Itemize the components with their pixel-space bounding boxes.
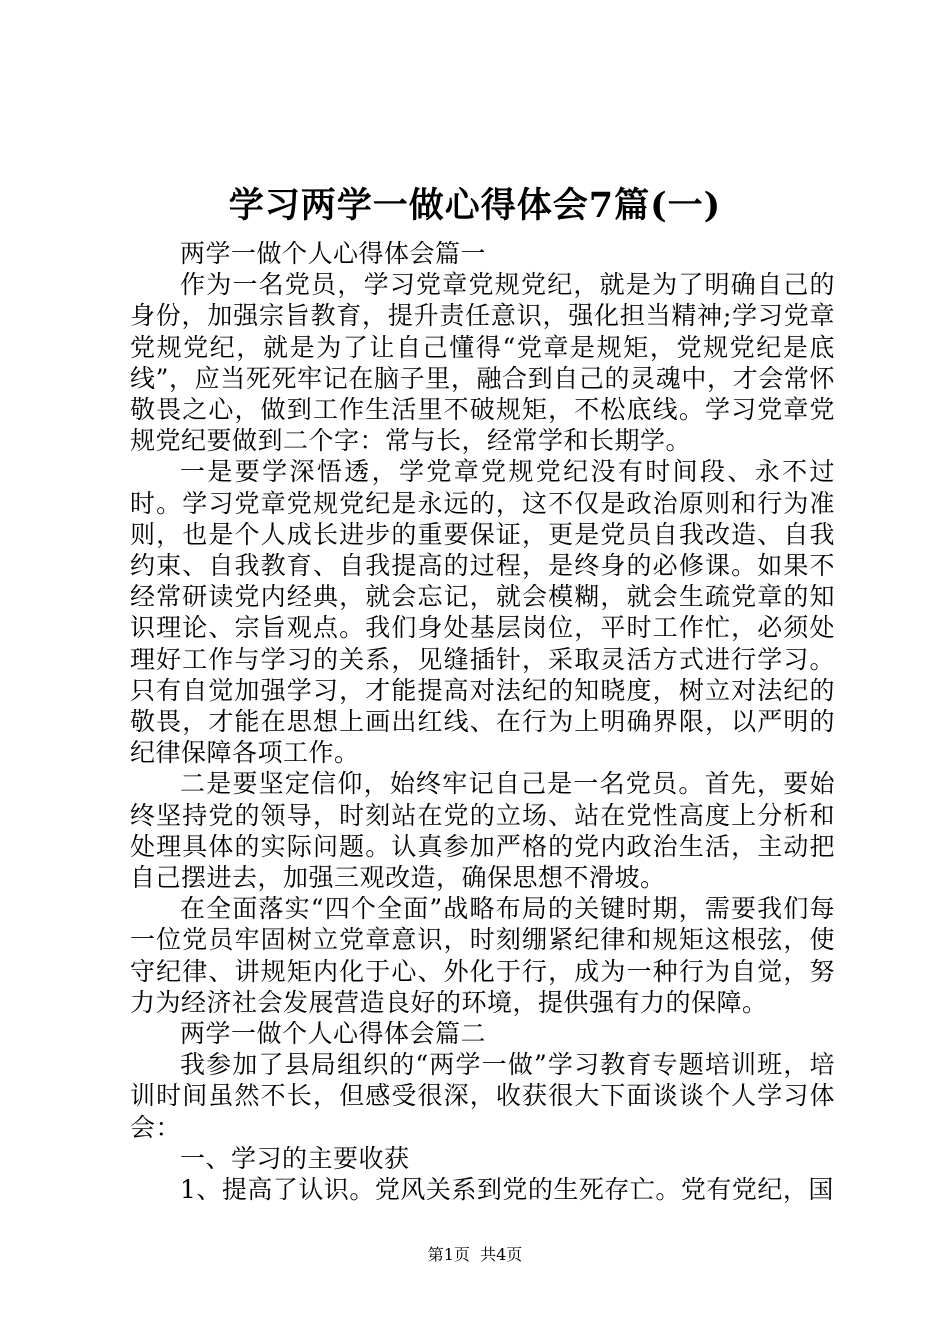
paragraph: 我参加了县局组织的“两学一做”学习教育专题培训班，培训时间虽然不长，但感受很深，收获很大下面谈谈个人学习体会： — [130, 1050, 835, 1142]
section-heading: 一、学习的主要收获 — [180, 1143, 410, 1173]
paragraph-heading-2: 两学一做个人心得体会篇二 — [180, 1019, 487, 1049]
paragraph: 1、提高了认识。党风关系到党的生死存亡。党有党纪，国 — [180, 1175, 834, 1205]
document-body — [130, 238, 835, 1205]
paragraph: 在全面落实“四个全面”战略布局的关键时期，需要我们每一位党员牢固树立党章意识，时刻绷紧纪律和规矩这根弦，使守纪律、讲规矩内化于心、外化于行，成为一种行为自觉，努力为经济社会发展营造良好的环境，提供强有力的保障。 — [130, 894, 835, 1017]
paragraph: 二是要坚定信仰，始终牢记自己是一名党员。首先，要始终坚持党的领导，时刻站在党的立场、站在党性高度上分析和处理具体的实际问题。认真参加严格的党内政治生活，主动把自己摆进去，加强三观改造，确保思想不滑坡。 — [130, 769, 835, 893]
paragraph: 作为一名党员，学习党章党规党纪，就是为了明确自己的身份，加强宗旨教育，提升责任意识，强化担当精神;学习党章党规党纪，就是为了让自己懂得“党章是规矩，党规党纪是底线”，应当死死牢记在脑子里，融合到自己的灵魂中，才会常怀敬畏之心，做到工作生活里不破规矩，不松底线。学习党章党规党纪要做到二个字：常与长，经常学和长期学。 — [130, 270, 835, 456]
page-footer: 第1页 共4页 — [427, 1245, 523, 1264]
paragraph: 一是要学深悟透，学党章党规党纪没有时间段、永不过时。学习党章党规党纪是永远的，这不仅是政治原则和行为准则，也是个人成长进步的重要保证，更是党员自我改造、自我约束、自我教育、自我提高的过程，是终身的必修课。如果不经常研读党内经典，就会忘记，就会模糊，就会生疏党章的知识理论、宗旨观点。我们身处基层岗位，平时工作忙，必须处理好工作与学习的关系，见缝插针，采取灵活方式进行学习。只有自觉加强学习，才能提高对法纪的知晓度，树立对法纪的敬畏，才能在思想上画出红线、在行为上明确界限，以严明的纪律保障各项工作。 — [130, 457, 835, 768]
document-title: 学习两学一做心得体会7篇(一) — [228, 185, 722, 226]
paragraph-heading-1: 两学一做个人心得体会篇一 — [180, 239, 487, 268]
